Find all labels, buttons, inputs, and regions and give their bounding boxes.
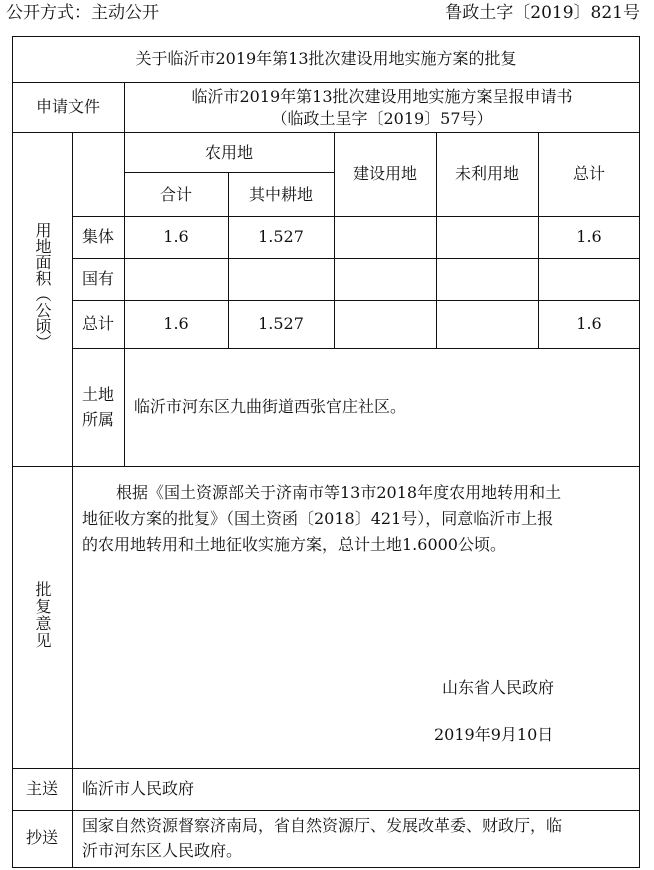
header-subtotal: 合计 <box>159 185 192 204</box>
cell-collective-arable: 1.527 <box>258 227 304 246</box>
header-agricultural-land: 农用地 <box>204 143 253 162</box>
cc-label: 抄送 <box>25 828 58 847</box>
header-unused-land: 未利用地 <box>454 164 519 183</box>
row-label-state: 国有 <box>81 269 114 288</box>
application-line-1: 临沂市2019年第13批次建设用地实施方案呈报申请书 <box>191 87 573 106</box>
cell-total-total: 1.6 <box>576 314 602 333</box>
document-title: 关于临沂市2019年第13批次建设用地实施方案的批复 <box>135 49 517 68</box>
row-label-collective: 集体 <box>81 227 114 246</box>
opinion-line-2: 地征收方案的批复》（国土资函〔2018〕421号），同意临沂市上报 <box>82 509 554 528</box>
header-total: 总计 <box>572 164 605 183</box>
land-ownership-label-1: 土地 <box>81 385 114 404</box>
cell-collective-subtotal: 1.6 <box>163 227 189 246</box>
issue-date: 2019年9月10日 <box>434 725 554 744</box>
opinion-line-1: 根据《国土资源部关于济南市等13市2018年度农用地转用和土 <box>116 483 562 502</box>
row-label-total: 总计 <box>81 314 114 333</box>
cell-collective-total: 1.6 <box>576 227 602 246</box>
opinion-line-3: 的农用地转用和土地征收实施方案，总计土地1.6000公顷。 <box>82 535 506 554</box>
document-number: 鲁政土字〔2019〕821号 <box>445 3 640 23</box>
issuer: 山东省人民政府 <box>442 678 555 697</box>
header-construction-land: 建设用地 <box>352 164 417 183</box>
send-to-label: 主送 <box>25 779 58 798</box>
disclosure-method: 公开方式：主动公开 <box>6 3 159 23</box>
cell-total-arable: 1.527 <box>258 314 304 333</box>
send-to-value: 临沂市人民政府 <box>82 779 195 798</box>
approval-table <box>12 36 640 868</box>
cc-line-2: 沂市河东区人民政府。 <box>82 841 243 860</box>
land-ownership-label-2: 所属 <box>81 410 114 429</box>
cc-line-1: 国家自然资源督察济南局，省自然资源厅、发展改革委、财政厅，临 <box>82 816 563 835</box>
land-area-label: 用地面积（公顷） <box>33 222 52 350</box>
approval-opinion-label: 批复意见 <box>33 581 52 649</box>
application-label: 申请文件 <box>35 97 100 116</box>
cell-total-subtotal: 1.6 <box>163 314 189 333</box>
header-arable: 其中耕地 <box>248 185 313 204</box>
application-line-2: （临政土呈字〔2019〕57号） <box>271 109 493 128</box>
land-ownership-value: 临沂市河东区九曲街道西张官庄社区。 <box>134 397 407 416</box>
